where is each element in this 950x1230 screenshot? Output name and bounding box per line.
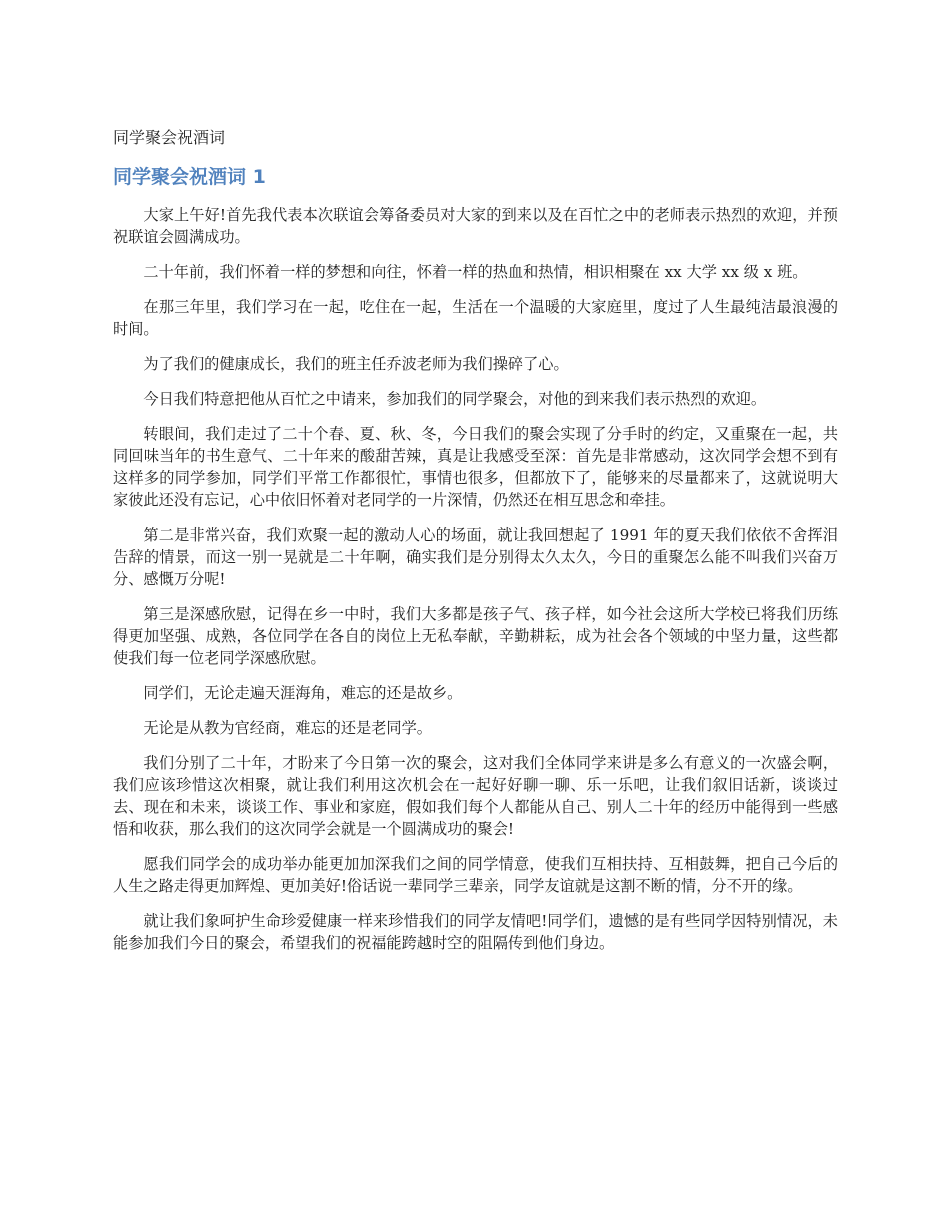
paragraph: 我们分别了二十年，才盼来了今日第一次的聚会，这对我们全体同学来讲是多么有意义的一次盛会啊，我们应该珍惜这次相聚，就让我们利用这次机会在一起好好聊一聊、乐一乐吧，让我们叙旧话新，谈谈过去、现在和未来，谈谈工作、事业和家庭，假如我们每个人都能从自己、别人二十年的经历中能得到一些感悟和收获，那么我们的这次同学会就是一个圆满成功的聚会! [113,754,838,838]
paragraph: 第三是深感欣慰，记得在乡一中时，我们大多都是孩子气、孩子样，如今社会这所大学校已将我们历练得更加坚强、成熟，各位同学在各自的岗位上无私奉献，辛勤耕耘，成为社会各个领域的中坚力量，这些都使我们每一位老同学深感欣慰。 [113,605,838,667]
paragraph: 在那三年里，我们学习在一起，吃住在一起，生活在一个温暖的大家庭里，度过了人生最纯洁最浪漫的时间。 [113,298,838,338]
paragraph: 大家上午好!首先我代表本次联谊会筹备委员对大家的到来以及在百忙之中的老师表示热烈的欢迎，并预祝联谊会圆满成功。 [113,206,838,246]
paragraph: 为了我们的健康成长，我们的班主任乔波老师为我们操碎了心。 [143,355,569,373]
paragraph: 二十年前，我们怀着一样的梦想和向往，怀着一样的热血和热情，相识相聚在 xx 大学 xx 级 x 班。 [143,263,808,281]
paragraph: 就让我们象呵护生命珍爱健康一样来珍惜我们的同学友情吧!同学们，遗憾的是有些同学因特别情况，未能参加我们今日的聚会，希望我们的祝福能跨越时空的阻隔传到他们身边。 [113,912,838,952]
paragraph: 转眼间，我们走过了二十个春、夏、秋、冬，今日我们的聚会实现了分手时的约定，又重聚在一起，共同回味当年的书生意气、二十年来的酸甜苦辣，真是让我感受至深：首先是非常感动，这次同学会想不到有这样多的同学参加，同学们平常工作都很忙，事情也很多，但都放下了，能够来的尽量都来了，这就说明大家彼此还没有忘记，心中依旧怀着对老同学的一片深情，仍然还在相互思念和牵挂。 [113,425,838,509]
paragraph: 无论是从教为官经商，难忘的还是老同学。 [143,719,432,737]
section-heading: 同学聚会祝酒词 1 [113,166,266,188]
document-title: 同学聚会祝酒词 [113,128,226,147]
paragraph: 今日我们特意把他从百忙之中请来，参加我们的同学聚会，对他的到来我们表示热烈的欢迎。 [143,390,767,408]
paragraph: 第二是非常兴奋，我们欢聚一起的激动人心的场面，就让我回想起了 1991 年的夏天我们依依不舍挥泪告辞的情景，而这一别一晃就是二十年啊，确实我们是分别得太久太久，今日的重聚怎么能不叫我们兴奋万分、感慨万分呢! [113,526,838,588]
document-body [113,204,838,967]
paragraph: 愿我们同学会的成功举办能更加加深我们之间的同学情意，使我们互相扶持、互相鼓舞，把自己今后的人生之路走得更加辉煌、更加美好!俗话说一辈同学三辈亲，同学友谊就是这割不断的情，分不开的缘。 [113,855,838,895]
paragraph: 同学们，无论走遍天涯海角，难忘的还是故乡。 [143,684,463,702]
